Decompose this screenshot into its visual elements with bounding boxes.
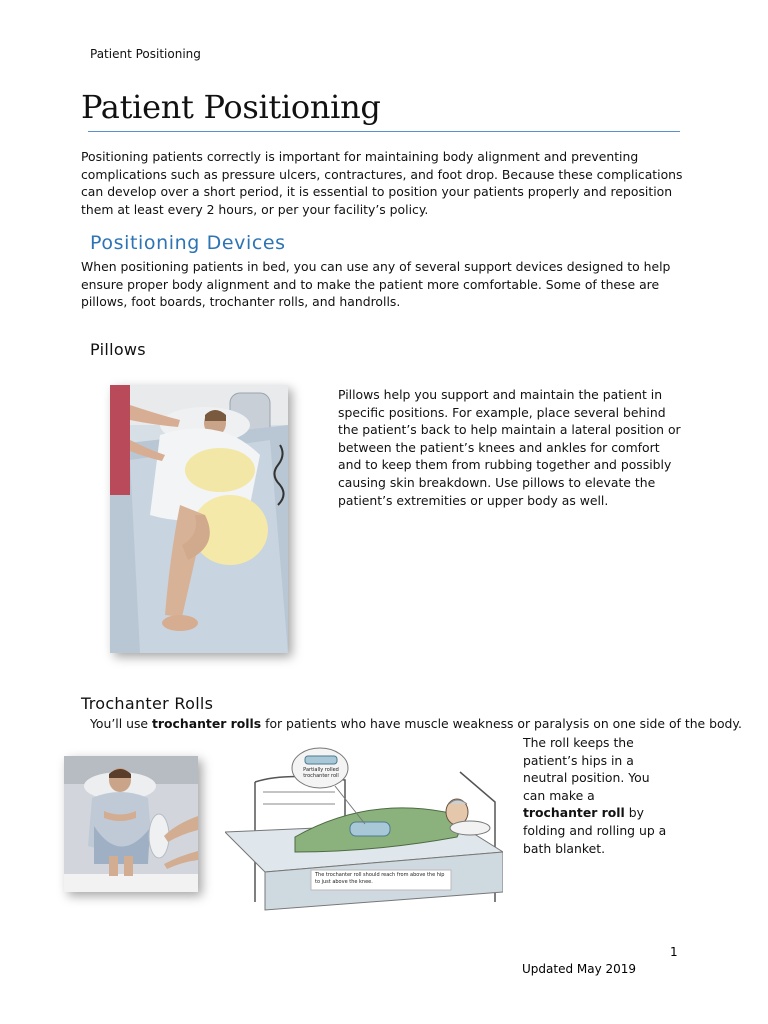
pillows-paragraph: Pillows help you support and maintain the patient in specific positions. For example, place several behind the patient’s back to help maintain a lateral position or between the patient’s knees and ankles for comfort and to keep them from rubbing together and possibly causing skin breakdown. Use pillows to elevate the patient’s extremities or upper body as well. bbox=[338, 387, 681, 508]
trochanter-roll-diagram bbox=[225, 742, 503, 914]
trochanter-side-paragraph: The roll keeps the patient’s hips in a neutral position. You can make a trochanter roll by folding and rolling up a bath blanket. bbox=[523, 735, 667, 856]
title-underline bbox=[88, 131, 680, 132]
positioning-devices-heading: Positioning Devices bbox=[90, 232, 286, 254]
pillows-heading: Pillows bbox=[90, 340, 146, 359]
trochanter-intro: You’ll use trochanter rolls for patients who have muscle weakness or paralysis on one side of the body. bbox=[90, 716, 742, 731]
page-header: Patient Positioning bbox=[90, 47, 201, 61]
positioning-devices-paragraph: When positioning patients in bed, you can use any of several support devices designed to help ensure proper body alignment and to make the patient more comfortable. Some of these are pillows, foot boards, trochanter rolls, and handrolls. bbox=[81, 259, 671, 310]
trochanter-roll-photo bbox=[64, 756, 198, 892]
page-title: Patient Positioning bbox=[81, 88, 381, 126]
diagram-bubble-label: Partially rolled trochanter roll bbox=[303, 767, 339, 779]
intro-paragraph: Positioning patients correctly is important for maintaining body alignment and preventing complications such as pressure ulcers, contractures, and foot drop. Because these complications can develop over a short period, it is essential to position your patients properly and reposition them at least every 2 hours, or per your facility’s policy. bbox=[81, 149, 683, 217]
page-number: 1 bbox=[670, 945, 678, 959]
trochanter-rolls-heading: Trochanter Rolls bbox=[81, 694, 214, 713]
footer-updated: Updated May 2019 bbox=[522, 962, 637, 976]
diagram-caption: The trochanter roll should reach from above the hip to just above the knee. bbox=[315, 872, 445, 885]
pillow-positioning-photo bbox=[110, 385, 288, 653]
